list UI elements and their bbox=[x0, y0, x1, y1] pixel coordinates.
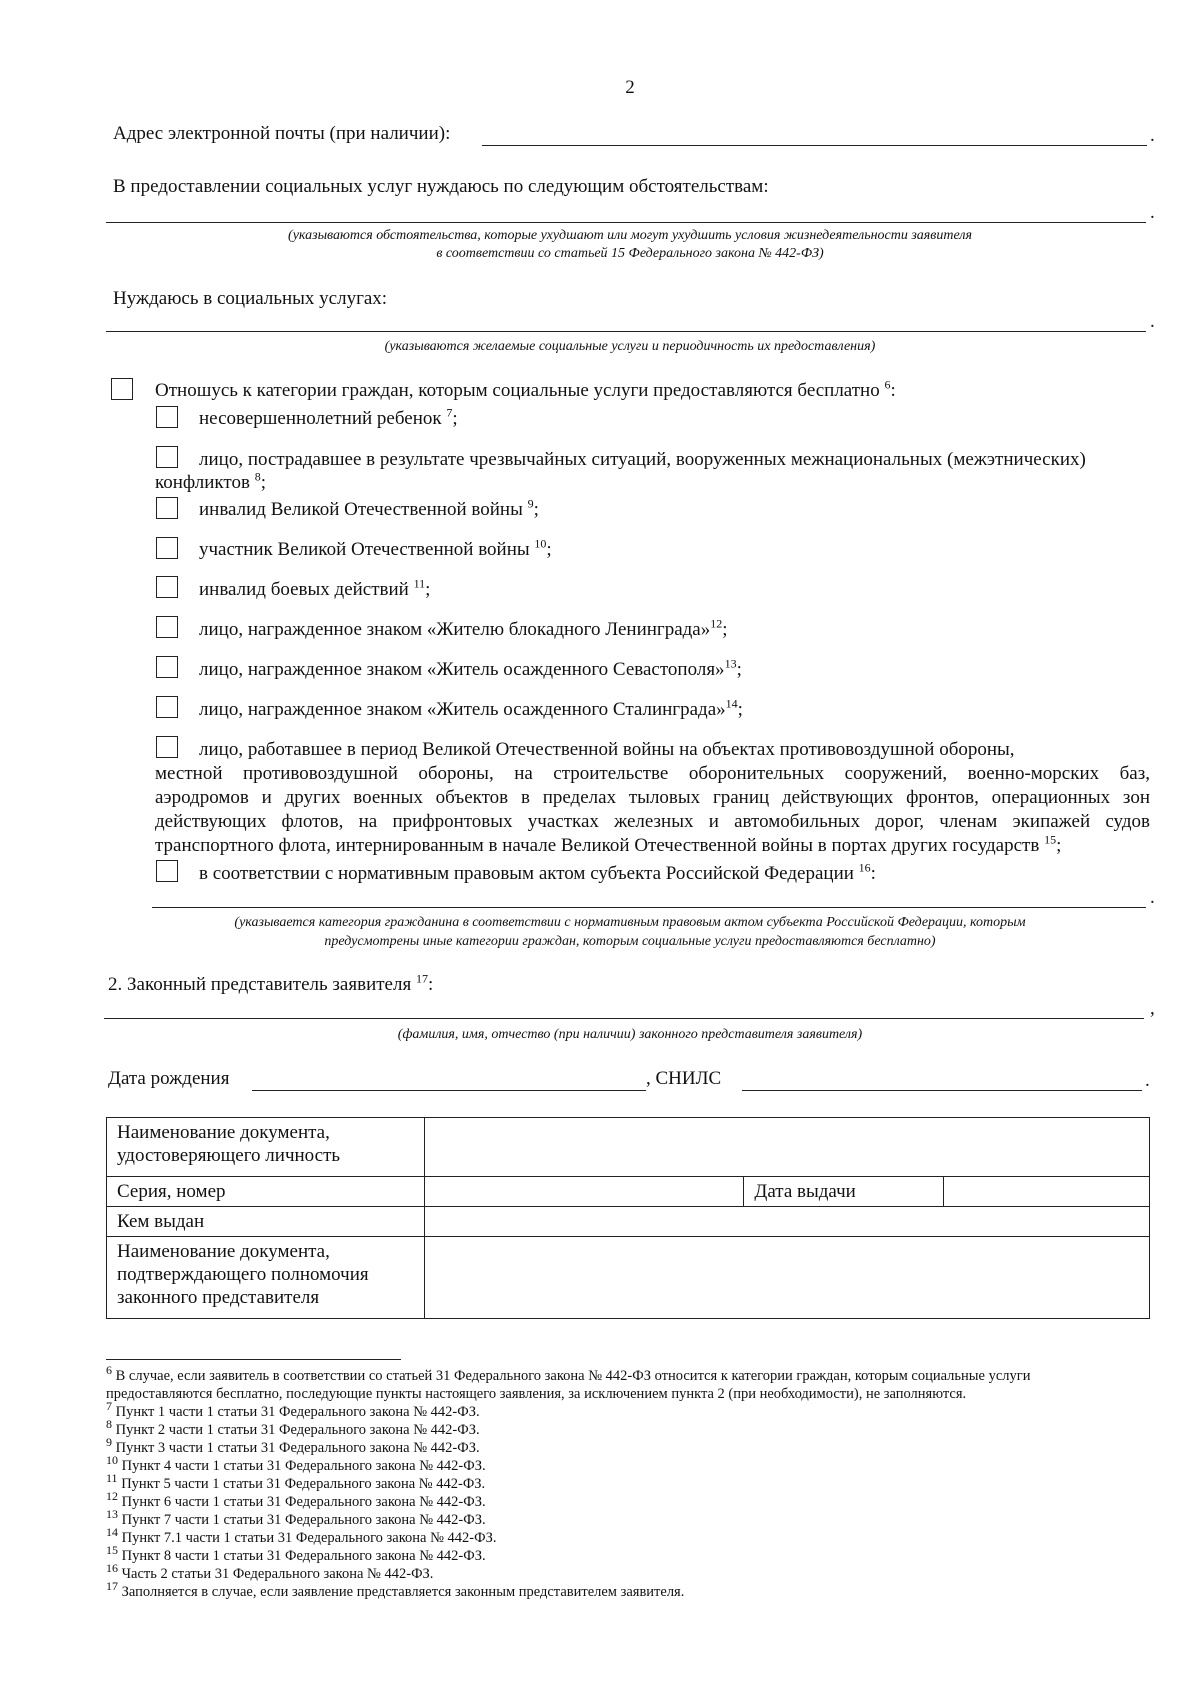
item-stalingrad-badge: лицо, награжденное знаком «Житель осажденного Сталинграда»$^{14}$; bbox=[199, 696, 743, 720]
regional-category-field[interactable] bbox=[152, 907, 1146, 908]
footnote-separator bbox=[106, 1359, 401, 1360]
checkbox-wwii-invalid[interactable] bbox=[156, 497, 178, 519]
services-end: . bbox=[1150, 311, 1155, 332]
circumstances-end: . bbox=[1150, 202, 1155, 223]
issue-date-label: Дата выдачи bbox=[744, 1177, 944, 1207]
id-doc-label: Наименование документа, удостоверяющего личность bbox=[107, 1118, 425, 1177]
representative-document-table bbox=[106, 1117, 1150, 1319]
air-defense-line-4: транспортного флота, интернированным в начале Великой Отечественной войны в портах других государств $^{15}$; bbox=[155, 832, 1062, 856]
item-air-defense-worker-cont bbox=[155, 762, 1150, 858]
circumstances-note-1: (указываются обстоятельства, которые ухудшают или могут ухудшить условия жизнедеятельности заявителя bbox=[288, 228, 972, 243]
representative-name-end: , bbox=[1150, 998, 1155, 1019]
representative-name-note: (фамилия, имя, отчество (при наличии) законного представителя заявителя) bbox=[397, 1027, 863, 1042]
issue-date-value[interactable] bbox=[944, 1177, 1150, 1207]
page-number: 2 bbox=[625, 77, 635, 98]
free-category-label: Отношусь к категории граждан, которым социальные услуги предоставляются бесплатно $^6$: bbox=[155, 377, 896, 401]
series-label: Серия, номер bbox=[107, 1177, 425, 1207]
footnote-15: $^{15}$ Пункт 8 части 1 статьи 31 Федерального закона № 442-ФЗ. bbox=[106, 1543, 486, 1564]
authority-doc-value[interactable] bbox=[424, 1237, 1149, 1319]
birth-date-label: Дата рождения bbox=[108, 1068, 230, 1089]
representative-heading: 2. Законный представитель заявителя $^{17}$: bbox=[108, 971, 434, 995]
footnote-16: $^{16}$ Часть 2 статьи 31 Федерального закона № 442-ФЗ. bbox=[106, 1561, 434, 1582]
issued-by-label: Кем выдан bbox=[107, 1207, 425, 1237]
footnote-7: $^7$ Пункт 1 части 1 статьи 31 Федерального закона № 442-ФЗ. bbox=[106, 1399, 480, 1420]
item-leningrad-badge: лицо, награжденное знаком «Жителю блокадного Ленинграда»$^{12}$; bbox=[199, 616, 728, 640]
item-sevastopol-badge: лицо, награжденное знаком «Житель осажденного Севастополя»$^{13}$; bbox=[199, 656, 742, 680]
item-regional-act: в соответствии с нормативным правовым актом субъекта Российской Федерации $^{16}$: bbox=[199, 860, 876, 884]
services-field[interactable] bbox=[106, 331, 1146, 332]
snils-field[interactable] bbox=[742, 1090, 1142, 1091]
table-row bbox=[107, 1207, 1150, 1237]
footnotes bbox=[106, 1363, 1156, 1601]
regional-category-note-2: предусмотрены иные категории граждан, которым социальные услуги предоставляются бесплатно) bbox=[324, 934, 936, 949]
regional-category-note-1: (указывается категория гражданина в соответствии с нормативным правовым актом субъекта Российской Федерации, которым bbox=[234, 915, 1026, 930]
authority-doc-label: Наименование документа, подтверждающего полномочия законного представителя bbox=[107, 1237, 425, 1319]
table-row bbox=[107, 1177, 1150, 1207]
footnote-13: $^{13}$ Пункт 7 части 1 статьи 31 Федерального закона № 442-ФЗ. bbox=[106, 1507, 486, 1528]
footnote-11: $^{11}$ Пункт 5 части 1 статьи 31 Федерального закона № 442-ФЗ. bbox=[106, 1471, 486, 1492]
checkbox-emergency-victim[interactable] bbox=[156, 446, 178, 468]
circumstances-field[interactable] bbox=[106, 222, 1146, 223]
checkbox-air-defense-worker[interactable] bbox=[156, 736, 178, 758]
checkbox-leningrad-badge[interactable] bbox=[156, 616, 178, 638]
footnote-12: $^{12}$ Пункт 6 части 1 статьи 31 Федерального закона № 442-ФЗ. bbox=[106, 1489, 486, 1510]
email-label: Адрес электронной почты (при наличии): bbox=[113, 123, 451, 144]
item-emergency-victim-cont: конфликтов $^8$; bbox=[155, 469, 266, 493]
air-defense-line-1: местной противовоздушной обороны, на строительстве оборонительных сооружений, военно-морских баз, bbox=[155, 763, 1150, 784]
checkbox-stalingrad-badge[interactable] bbox=[156, 696, 178, 718]
services-note: (указываются желаемые социальные услуги и периодичность их предоставления) bbox=[384, 339, 876, 354]
table-row bbox=[107, 1237, 1150, 1319]
snils-end: . bbox=[1145, 1070, 1150, 1091]
item-wwii-invalid: инвалид Великой Отечественной войны $^9$; bbox=[199, 496, 539, 520]
circumstances-label: В предоставлении социальных услуг нуждаюсь по следующим обстоятельствам: bbox=[113, 176, 769, 197]
footnote-6-cont: предоставляются бесплатно, последующие пункты настоящего заявления, за исключением пункта 2 (при необходимости), не заполняются. bbox=[106, 1386, 967, 1402]
item-wwii-participant: участник Великой Отечественной войны $^{10}$; bbox=[199, 536, 552, 560]
footnote-14: $^{14}$ Пункт 7.1 части 1 статьи 31 Федерального закона № 442-ФЗ. bbox=[106, 1525, 497, 1546]
table-row bbox=[107, 1118, 1150, 1177]
free-category-checkbox[interactable] bbox=[111, 378, 133, 400]
footnote-17: $^{17}$ Заполняется в случае, если заявление представляется законным представителем заявителя. bbox=[106, 1579, 685, 1600]
footnote-10: $^{10}$ Пункт 4 части 1 статьи 31 Федерального закона № 442-ФЗ. bbox=[106, 1453, 486, 1474]
checkbox-wwii-participant[interactable] bbox=[156, 537, 178, 559]
item-combat-invalid: инвалид боевых действий $^{11}$; bbox=[199, 576, 431, 600]
item-air-defense-worker: лицо, работавшее в период Великой Отечественной войны на объектах противовоздушной обороны, bbox=[199, 739, 1015, 760]
item-minor-child: несовершеннолетний ребенок $^7$; bbox=[199, 405, 458, 429]
email-field[interactable] bbox=[482, 145, 1147, 146]
checkbox-sevastopol-badge[interactable] bbox=[156, 656, 178, 678]
representative-name-field[interactable] bbox=[104, 1018, 1144, 1019]
series-value[interactable] bbox=[424, 1177, 744, 1207]
air-defense-line-2: аэродромов и других военных объектов в пределах тыловых границ действующих фронтов, операционных зон bbox=[155, 787, 1150, 808]
footnote-9: $^9$ Пункт 3 части 1 статьи 31 Федерального закона № 442-ФЗ. bbox=[106, 1435, 480, 1456]
circumstances-note-2: в соответствии со статьей 15 Федерального закона № 442-ФЗ) bbox=[436, 246, 824, 261]
air-defense-line-3: действующих флотов, на прифронтовых участках железных и автомобильных дорог, членам экипажей судов bbox=[155, 811, 1150, 832]
email-end: . bbox=[1150, 125, 1155, 146]
services-label: Нуждаюсь в социальных услугах: bbox=[113, 288, 388, 309]
checkbox-regional-act[interactable] bbox=[156, 860, 178, 882]
issued-by-value[interactable] bbox=[424, 1207, 1149, 1237]
birth-date-field[interactable] bbox=[252, 1090, 646, 1091]
regional-category-end: . bbox=[1150, 887, 1155, 908]
item-emergency-victim: лицо, пострадавшее в результате чрезвычайных ситуаций, вооруженных межнациональных (межэтнических) bbox=[199, 449, 1086, 470]
id-doc-value[interactable] bbox=[424, 1118, 1149, 1177]
footnote-8: $^8$ Пункт 2 части 1 статьи 31 Федерального закона № 442-ФЗ. bbox=[106, 1417, 480, 1438]
checkbox-combat-invalid[interactable] bbox=[156, 576, 178, 598]
footnote-6: $^6$ В случае, если заявитель в соответствии со статьей 31 Федерального закона № 442-ФЗ относится к категории граждан, которым социальные услуги bbox=[106, 1363, 1031, 1384]
snils-label: , СНИЛС bbox=[646, 1068, 722, 1089]
checkbox-minor-child[interactable] bbox=[156, 406, 178, 428]
